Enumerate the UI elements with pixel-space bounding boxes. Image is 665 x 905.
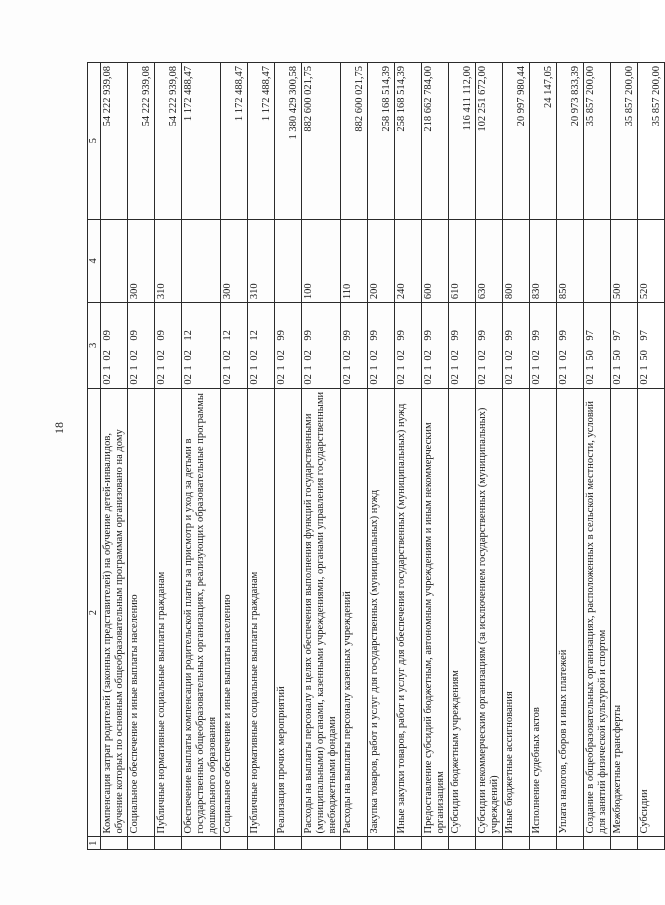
row-code: [302, 303, 341, 389]
amount-top-line: [276, 66, 288, 216]
row-blank-cell: [611, 837, 638, 850]
table-row: [422, 63, 449, 850]
row-amount: [422, 63, 449, 220]
amount-bottom-line: 35 857 200,00: [651, 66, 662, 127]
row-description: Публичные нормативные социальные выплаты гражданам: [248, 388, 275, 837]
row-blank-cell: [275, 837, 302, 850]
row-code: [275, 303, 302, 389]
table-row: [302, 63, 341, 850]
code-main-event: 02: [477, 350, 488, 361]
row-amount: [503, 63, 530, 220]
code-subprogram: 1: [249, 365, 260, 371]
row-expense-type: 800: [503, 219, 530, 303]
budget-table: [87, 62, 665, 850]
row-code: [638, 303, 665, 389]
row-expense-type: [182, 219, 221, 303]
table-row: [248, 63, 275, 850]
row-amount: [101, 63, 128, 220]
code-main-event: 02: [369, 350, 380, 361]
row-description: Субсидии: [638, 388, 665, 837]
amount-top-line: [450, 66, 462, 216]
row-expense-type: 310: [248, 219, 275, 303]
row-blank-cell: [557, 837, 584, 850]
row-expense-type: 610: [449, 219, 476, 303]
row-expense-type: [101, 219, 128, 303]
row-description: Расходы на выплаты персоналу в целях обеспечения выполнения функций государственными (муниципальными) органами, казенными учреждениями, органами управления государственными внебюджетными фондами: [302, 388, 341, 837]
amount-top-line: 218 662 784,00: [423, 66, 434, 132]
row-expense-type: 830: [530, 219, 557, 303]
table-row: [275, 63, 302, 850]
code-program: 02: [396, 374, 407, 385]
header-col-1: 1: [88, 837, 101, 850]
code-main-event: 02: [303, 350, 314, 361]
table-row: [503, 63, 530, 850]
row-blank-cell: [584, 837, 611, 850]
amount-top-line: [639, 66, 651, 216]
amount-top-line: [129, 66, 141, 216]
row-description: Уплата налогов, сборов и иных платежей: [557, 388, 584, 837]
code-direction: 99: [276, 330, 287, 341]
row-expense-type: 240: [395, 219, 422, 303]
row-expense-type: 300: [128, 219, 155, 303]
row-amount: [449, 63, 476, 220]
row-description: Иные закупки товаров, работ и услуг для обеспечения государственных (муниципальных) нужд: [395, 388, 422, 837]
amount-bottom-line: 20 973 833,39: [570, 66, 581, 127]
amount-top-line: [156, 66, 168, 216]
code-subprogram: 1: [342, 365, 353, 371]
code-subprogram: 1: [558, 365, 569, 371]
table-row: [557, 63, 584, 850]
amount-bottom-line: 54 222 939,08: [168, 66, 179, 127]
code-program: 02: [450, 374, 461, 385]
row-expense-type: [275, 219, 302, 303]
code-main-event: 02: [450, 350, 461, 361]
row-code: [101, 303, 128, 389]
code-main-event: 02: [531, 350, 542, 361]
code-subprogram: 1: [585, 365, 596, 371]
row-description: Закупка товаров, работ и услуг для государственных (муниципальных) нужд: [368, 388, 395, 837]
row-amount: [221, 63, 248, 220]
row-description: Компенсация затрат родителей (законных представителей) на обучение детей-инвалидов, обучение которых по основным общеобразовательным программам организовано на дому: [101, 388, 128, 837]
code-main-event: 02: [102, 350, 113, 361]
table-row: [584, 63, 611, 850]
code-direction: 99: [504, 330, 515, 341]
amount-bottom-line: [195, 66, 207, 216]
row-code: [128, 303, 155, 389]
code-subprogram: 1: [129, 365, 140, 371]
row-blank-cell: [422, 837, 449, 850]
amount-bottom-line: [315, 66, 327, 216]
row-description: Публичные нормативные социальные выплаты гражданам: [155, 388, 182, 837]
amount-bottom-line: 20 997 980,44: [516, 66, 527, 127]
amount-top-line: 35 857 200,00: [585, 66, 596, 127]
code-subprogram: 1: [183, 365, 194, 371]
row-code: [221, 303, 248, 389]
code-direction: 09: [129, 330, 140, 341]
row-expense-type: 310: [155, 219, 182, 303]
row-code: [422, 303, 449, 389]
code-direction: 97: [585, 330, 596, 341]
row-description: Создание в общеобразовательных организациях, расположенных в сельской местности, условий для занятий физической культурой и спортом: [584, 388, 611, 837]
table-row: [476, 63, 503, 850]
row-amount: [155, 63, 182, 220]
code-main-event: 50: [585, 350, 596, 361]
row-code: [503, 303, 530, 389]
row-code: [530, 303, 557, 389]
code-subprogram: 1: [369, 365, 380, 371]
table-row: [368, 63, 395, 850]
table-row: [530, 63, 557, 850]
code-direction: 99: [531, 330, 542, 341]
row-code: [476, 303, 503, 389]
amount-bottom-line: 1 380 429 300,58: [288, 66, 299, 140]
row-description: Исполнение судебных актов: [530, 388, 557, 837]
row-amount: [638, 63, 665, 220]
table-row: [449, 63, 476, 850]
amount-bottom-line: 24 147,05: [543, 66, 554, 108]
code-main-event: 02: [249, 350, 260, 361]
code-direction: 99: [342, 330, 353, 341]
code-subprogram: 1: [531, 365, 542, 371]
row-amount: [395, 63, 422, 220]
table-row: [182, 63, 221, 850]
row-expense-type: 200: [368, 219, 395, 303]
code-direction: 99: [423, 330, 434, 341]
amount-top-line: [369, 66, 381, 216]
amount-top-line: 882 600 021,75: [303, 66, 314, 132]
header-col-4: 4: [88, 219, 101, 303]
row-blank-cell: [476, 837, 503, 850]
code-program: 02: [102, 374, 113, 385]
amount-top-line: [222, 66, 234, 216]
code-program: 02: [156, 374, 167, 385]
code-program: 02: [342, 374, 353, 385]
code-direction: 09: [156, 330, 167, 341]
page-number: 18: [52, 422, 66, 434]
row-amount: [248, 63, 275, 220]
amount-top-line: 258 168 514,39: [396, 66, 407, 132]
row-code: [368, 303, 395, 389]
row-amount: [182, 63, 221, 220]
code-subprogram: 1: [423, 365, 434, 371]
row-expense-type: 300: [221, 219, 248, 303]
code-direction: 99: [450, 330, 461, 341]
code-main-event: 02: [156, 350, 167, 361]
row-amount: [275, 63, 302, 220]
amount-top-line: [612, 66, 624, 216]
header-col-3: 3: [88, 303, 101, 389]
row-blank-cell: [128, 837, 155, 850]
row-amount: [128, 63, 155, 220]
row-expense-type: 630: [476, 219, 503, 303]
table-body: [101, 63, 665, 850]
row-blank-cell: [503, 837, 530, 850]
code-program: 02: [276, 374, 287, 385]
code-main-event: 02: [504, 350, 515, 361]
code-subprogram: 1: [612, 365, 623, 371]
code-program: 02: [369, 374, 380, 385]
code-direction: 12: [183, 330, 194, 341]
row-expense-type: 500: [611, 219, 638, 303]
code-main-event: 02: [276, 350, 287, 361]
row-expense-type: [584, 219, 611, 303]
row-expense-type: 520: [638, 219, 665, 303]
row-code: [557, 303, 584, 389]
code-main-event: 02: [342, 350, 353, 361]
code-subprogram: 1: [102, 365, 113, 371]
row-amount: [341, 63, 368, 220]
amount-top-line: [249, 66, 261, 216]
amount-top-line: [558, 66, 570, 216]
header-row: [88, 63, 101, 850]
code-subprogram: 1: [504, 365, 515, 371]
table-row: [638, 63, 665, 850]
code-program: 02: [222, 374, 233, 385]
row-description: Межбюджетные трансферты: [611, 388, 638, 837]
code-program: 02: [531, 374, 542, 385]
row-blank-cell: [530, 837, 557, 850]
amount-bottom-line: 1 172 488,47: [261, 66, 272, 122]
code-program: 02: [612, 374, 623, 385]
amount-bottom-line: [435, 66, 447, 216]
code-direction: 97: [639, 330, 650, 341]
amount-bottom-line: 35 857 200,00: [624, 66, 635, 127]
code-main-event: 02: [423, 350, 434, 361]
code-subprogram: 1: [303, 365, 314, 371]
code-program: 02: [558, 374, 569, 385]
row-code: [155, 303, 182, 389]
row-amount: [584, 63, 611, 220]
row-amount: [368, 63, 395, 220]
amount-top-line: [531, 66, 543, 216]
code-program: 02: [129, 374, 140, 385]
row-description: Социальное обеспечение и иные выплаты населению: [128, 388, 155, 837]
table-row: [611, 63, 638, 850]
rotated-table-wrapper: [87, 62, 662, 850]
code-program: 02: [249, 374, 260, 385]
row-description: Иные бюджетные ассигнования: [503, 388, 530, 837]
row-code: [248, 303, 275, 389]
row-blank-cell: [155, 837, 182, 850]
row-blank-cell: [638, 837, 665, 850]
table-row: [101, 63, 128, 850]
amount-bottom-line: 1 172 488,47: [234, 66, 245, 122]
row-amount: [530, 63, 557, 220]
amount-top-line: 1 172 488,47: [183, 66, 194, 122]
table-row: [395, 63, 422, 850]
code-direction: 97: [612, 330, 623, 341]
code-program: 02: [477, 374, 488, 385]
row-description: Реализация прочих мероприятий: [275, 388, 302, 837]
amount-bottom-line: [597, 66, 609, 216]
row-description: Расходы на выплаты персоналу казенных учреждений: [341, 388, 368, 837]
code-direction: 12: [249, 330, 260, 341]
code-main-event: 50: [639, 350, 650, 361]
row-blank-cell: [221, 837, 248, 850]
row-code: [395, 303, 422, 389]
code-main-event: 02: [396, 350, 407, 361]
code-subprogram: 1: [639, 365, 650, 371]
table-row: [128, 63, 155, 850]
code-main-event: 02: [558, 350, 569, 361]
row-expense-type: 600: [422, 219, 449, 303]
code-subprogram: 1: [222, 365, 233, 371]
header-col-2: 2: [88, 388, 101, 837]
row-amount: [557, 63, 584, 220]
code-direction: 99: [396, 330, 407, 341]
amount-bottom-line: 54 222 939,08: [141, 66, 152, 127]
amount-bottom-line: 116 411 112,00: [462, 66, 473, 131]
code-subprogram: 1: [396, 365, 407, 371]
code-program: 02: [423, 374, 434, 385]
code-program: 02: [303, 374, 314, 385]
row-amount: [302, 63, 341, 220]
amount-bottom-line: 258 168 514,39: [381, 66, 392, 132]
code-program: 02: [585, 374, 596, 385]
amount-top-line: 54 222 939,08: [102, 66, 113, 127]
code-direction: 99: [477, 330, 488, 341]
table-row: [155, 63, 182, 850]
code-main-event: 50: [612, 350, 623, 361]
code-subprogram: 1: [450, 365, 461, 371]
row-blank-cell: [395, 837, 422, 850]
row-expense-type: 850: [557, 219, 584, 303]
amount-bottom-line: [114, 66, 126, 216]
table-row: [341, 63, 368, 850]
code-program: 02: [183, 374, 194, 385]
row-amount: [611, 63, 638, 220]
amount-bottom-line: [408, 66, 420, 216]
code-program: 02: [639, 374, 650, 385]
row-blank-cell: [341, 837, 368, 850]
code-main-event: 02: [129, 350, 140, 361]
amount-top-line: 102 251 672,00: [477, 66, 488, 132]
code-subprogram: 1: [156, 365, 167, 371]
row-description: Субсидии бюджетным учреждениям: [449, 388, 476, 837]
code-program: 02: [504, 374, 515, 385]
row-code: [341, 303, 368, 389]
row-code: [584, 303, 611, 389]
amount-bottom-line: [489, 66, 501, 216]
row-code: [182, 303, 221, 389]
table-row: [221, 63, 248, 850]
code-main-event: 02: [222, 350, 233, 361]
row-blank-cell: [248, 837, 275, 850]
code-direction: 12: [222, 330, 233, 341]
row-blank-cell: [368, 837, 395, 850]
code-direction: 99: [369, 330, 380, 341]
row-description: Предоставление субсидий бюджетным, автономным учреждениям и иным некоммерческим организациям: [422, 388, 449, 837]
code-subprogram: 1: [477, 365, 488, 371]
header-col-5: 5: [88, 63, 101, 220]
row-blank-cell: [101, 837, 128, 850]
row-blank-cell: [302, 837, 341, 850]
code-subprogram: 1: [276, 365, 287, 371]
amount-top-line: [342, 66, 354, 216]
row-expense-type: 110: [341, 219, 368, 303]
code-direction: 99: [558, 330, 569, 341]
row-description: Социальное обеспечение и иные выплаты населению: [221, 388, 248, 837]
row-code: [449, 303, 476, 389]
amount-top-line: [504, 66, 516, 216]
code-direction: 09: [102, 330, 113, 341]
code-main-event: 02: [183, 350, 194, 361]
row-amount: [476, 63, 503, 220]
row-blank-cell: [182, 837, 221, 850]
row-description: Субсидии некоммерческим организациям (за исключением государственных (муниципальных) учреждений): [476, 388, 503, 837]
amount-bottom-line: 882 600 021,75: [354, 66, 365, 132]
row-code: [611, 303, 638, 389]
code-direction: 99: [303, 330, 314, 341]
row-expense-type: 100: [302, 219, 341, 303]
row-blank-cell: [449, 837, 476, 850]
row-description: Обеспечение выплаты компенсации родительской платы за присмотр и уход за детьми в государственных общеобразовательных организациях, реализующих образовательные программы дошкольного образования: [182, 388, 221, 837]
